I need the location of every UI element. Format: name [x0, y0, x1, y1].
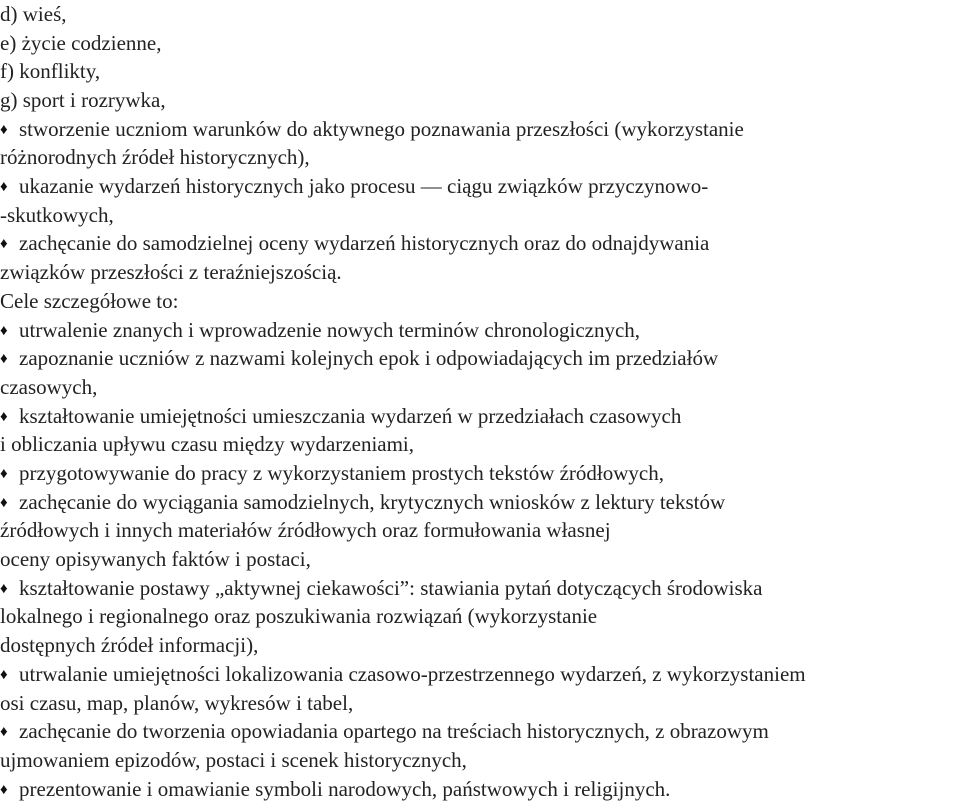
- text-line: [0, 602, 597, 630]
- diamond-bullet-icon: ♦: [0, 466, 8, 482]
- line-text: prezentowanie i omawianie symboli narodowych, państwowych i religijnych.: [19, 777, 671, 801]
- bullet-line: [0, 344, 718, 372]
- bullet-line: [0, 574, 763, 602]
- line-text: oceny opisywanych faktów i postaci,: [0, 547, 311, 571]
- diamond-bullet-icon: ♦: [0, 495, 8, 511]
- diamond-bullet-icon: ♦: [0, 724, 8, 740]
- bullet-line: [0, 229, 709, 257]
- bullet-line: [0, 717, 769, 745]
- line-text: d) wieś,: [0, 2, 67, 26]
- diamond-bullet-icon: ♦: [0, 782, 8, 798]
- line-text: przygotowywanie do pracy z wykorzystaniem prostych tekstów źródłowych,: [19, 461, 664, 485]
- line-text: kształtowanie umiejętności umieszczania wydarzeń w przedziałach czasowych: [19, 404, 682, 428]
- line-text: kształtowanie postawy „aktywnej ciekawości”: stawiania pytań dotyczących środowiska: [19, 576, 763, 600]
- line-text: e) życie codzienne,: [0, 31, 162, 55]
- line-text: i obliczania upływu czasu między wydarzeniami,: [0, 432, 415, 456]
- line-text: dostępnych źródeł informacji),: [0, 633, 259, 657]
- text-line: [0, 516, 611, 544]
- line-text: źródłowych i innych materiałów źródłowych oraz formułowania własnej: [0, 518, 611, 542]
- line-text: utrwalenie znanych i wprowadzenie nowych terminów chronologicznych,: [19, 318, 641, 342]
- text-line: [0, 201, 114, 229]
- line-text: lokalnego i regionalnego oraz poszukiwania rozwiązań (wykorzystanie: [0, 604, 598, 628]
- bullet-line: [0, 488, 725, 516]
- line-text: -skutkowych,: [0, 203, 114, 227]
- text-line: [0, 86, 166, 114]
- text-line: [0, 430, 414, 458]
- line-text: zachęcanie do samodzielnej oceny wydarzeń historycznych oraz do odnajdywania: [19, 231, 710, 255]
- diamond-bullet-icon: ♦: [0, 351, 8, 367]
- diamond-bullet-icon: ♦: [0, 122, 8, 138]
- line-text: zachęcanie do tworzenia opowiadania opartego na treściach historycznych, z obrazowym: [19, 719, 769, 743]
- diamond-bullet-icon: ♦: [0, 667, 8, 683]
- text-line: [0, 143, 310, 171]
- line-text: ujmowaniem epizodów, postaci i scenek historycznych,: [0, 748, 467, 772]
- diamond-bullet-icon: ♦: [0, 409, 8, 425]
- text-line: [0, 746, 467, 774]
- line-text: Cele szczegółowe to:: [0, 289, 179, 313]
- bullet-line: [0, 316, 640, 344]
- line-text: różnorodnych źródeł historycznych),: [0, 145, 310, 169]
- text-line: [0, 258, 342, 286]
- bullet-line: [0, 775, 670, 803]
- line-text: osi czasu, map, planów, wykresów i tabel,: [0, 691, 354, 715]
- bullet-line: [0, 402, 681, 430]
- line-text: związków przeszłości z teraźniejszością.: [0, 260, 342, 284]
- section-heading: [0, 287, 178, 315]
- bullet-line: [0, 115, 744, 143]
- text-line: [0, 29, 161, 57]
- text-line: [0, 545, 311, 573]
- line-text: zachęcanie do wyciągania samodzielnych, krytycznych wniosków z lektury tekstów: [19, 490, 726, 514]
- line-text: ukazanie wydarzeń historycznych jako procesu — ciągu związków przyczynowo-: [19, 174, 709, 198]
- text-line: [0, 373, 97, 401]
- line-text: czasowych,: [0, 375, 98, 399]
- diamond-bullet-icon: ♦: [0, 179, 8, 195]
- text-line: [0, 57, 100, 85]
- line-text: g) sport i rozrywka,: [0, 88, 166, 112]
- diamond-bullet-icon: ♦: [0, 323, 8, 339]
- bullet-line: [0, 660, 806, 688]
- bullet-line: [0, 459, 664, 487]
- diamond-bullet-icon: ♦: [0, 581, 8, 597]
- line-text: utrwalanie umiejętności lokalizowania czasowo-przestrzennego wydarzeń, z wykorzystaniem: [19, 662, 806, 686]
- bullet-line: [0, 172, 708, 200]
- line-text: stworzenie uczniom warunków do aktywnego poznawania przeszłości (wykorzystanie: [19, 117, 744, 141]
- line-text: zapoznanie uczniów z nazwami kolejnych epok i odpowiadających im przedziałów: [19, 346, 719, 370]
- diamond-bullet-icon: ♦: [0, 236, 8, 252]
- text-line: [0, 689, 353, 717]
- line-text: f) konflikty,: [0, 59, 101, 83]
- text-line: [0, 0, 67, 28]
- text-line: [0, 631, 258, 659]
